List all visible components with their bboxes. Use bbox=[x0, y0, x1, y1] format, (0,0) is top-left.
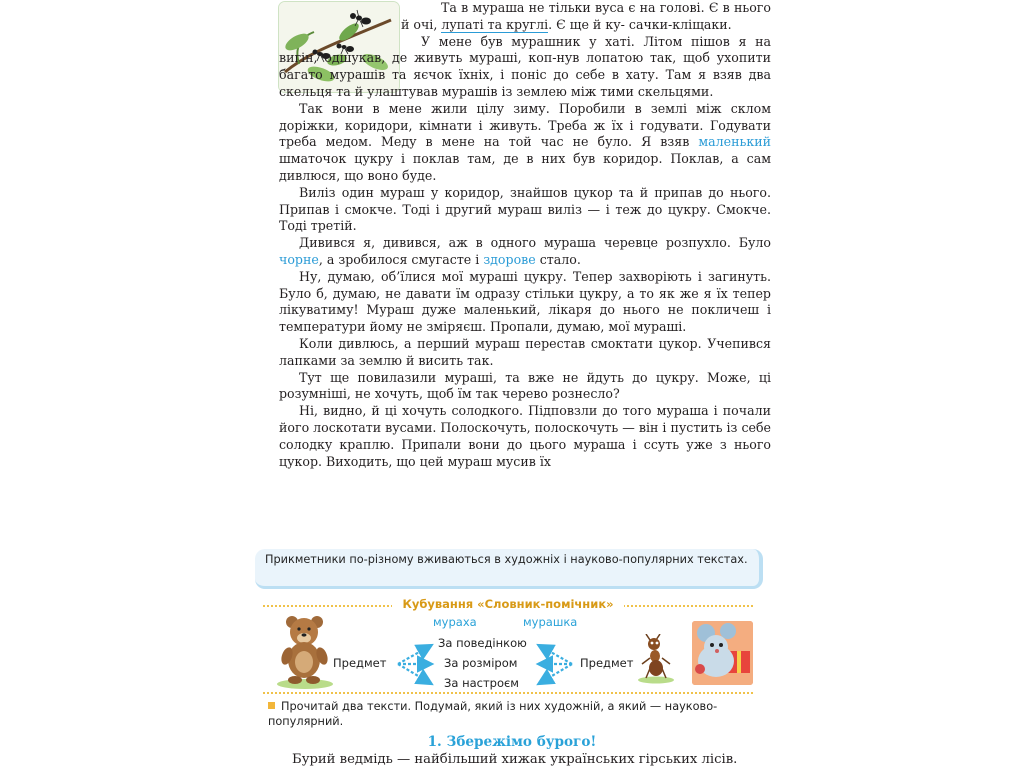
ant-icon bbox=[636, 634, 676, 684]
middle-node-size: За розміром bbox=[444, 656, 518, 670]
story-paragraph-7: Коли дивлюсь, а перший мураш перестав смоктати цукор. Учепився лапками за землю й висить так. bbox=[279, 335, 771, 368]
left-node-predmet: Предмет bbox=[333, 656, 387, 670]
story-paragraph-5: Дивився я, дивився, аж в одного мураша черевце розпухло. Було чорне, а зробилося смугасте і здорове стало. bbox=[279, 235, 771, 267]
story-intro bbox=[401, 0, 771, 34]
highlight-word: маленький bbox=[698, 134, 771, 150]
story-paragraph-2: У мене був мурашник у хаті. Літом пішов я на вигін, одшукав, де живуть мурашi, коп-нув лопатою так, щоб ухопити багато мурашів та яєчок їхніх, і поніс до себе в хату. Там я взяв два скельця та й улаштував мурашів із землею між тими скельцями. bbox=[279, 33, 771, 99]
story-paragraph-4: Виліз один мураш у коридор, знайшов цукор та й припав до нього. Припав і смокче. Тоді і другий мураш виліз — і теж до цукру. Смокче. Тоді третій. bbox=[279, 184, 771, 234]
story-text bbox=[279, 0, 771, 470]
section-first-line: Бурий ведмідь — найбільший хижак українських гірських лісів. bbox=[292, 752, 738, 767]
arrow-right-down bbox=[540, 664, 572, 683]
middle-node-behaviour: За поведінкою bbox=[438, 636, 527, 650]
arrow-left-down bbox=[398, 664, 430, 683]
highlight-word: здорове bbox=[483, 251, 536, 267]
highlight-word: чорне bbox=[279, 251, 319, 267]
rule-box bbox=[255, 549, 763, 589]
story-paragraph-8: Тут ще повилазили мурашi, та вже не йдуть до цукру. Може, ці розумніші, не хочуть, щоб їм так черево рознесло? bbox=[279, 369, 771, 402]
task-instruction bbox=[268, 700, 758, 729]
dotted-divider-bottom bbox=[263, 692, 753, 694]
arrow-left-up bbox=[398, 646, 430, 664]
intro-line-4: сачки-кліщаки. bbox=[628, 16, 732, 32]
task-text: Прочитай два тексти. Подумай, який із них художній, а який — науково-популярний. bbox=[268, 700, 718, 728]
underlined-adjectives: лупаті та круглі bbox=[441, 16, 549, 32]
story-paragraph-3: Так вони в мене жили цілу зиму. Поробили в землі між склом доріжки, коридори, кімнати і живуть. Треба ж їх і годувати. Годувати треба медом. Меду в мене на той час не було. Я взяв маленький шматочок цукру і поклав там, де в них був коридор. Поклав, а сам дивлюся, що воно буде. bbox=[279, 100, 771, 183]
mouse-with-gift-icon bbox=[692, 621, 753, 685]
story-paragraph-9: Ні, видно, й ці хочуть солодкого. Підповзли до того мураша і почали його лоскотати вусами. Полоскочуть, полоскочуть — він і пустить із себе солодку краплю. Припали вони до цього мураша і ссуть уже з нього цукор. Виходить, що цей мураш мусив їх bbox=[279, 403, 771, 469]
mouse-illustration bbox=[692, 621, 753, 685]
section-title: 1. Збережімо бурого! bbox=[427, 734, 597, 750]
word-mypaxa: мураха bbox=[433, 615, 477, 629]
word-myrashka: мурашка bbox=[523, 615, 578, 629]
rule-text: Прикметники по-різному вживаються в художніх і науково-популярних текстах. bbox=[265, 553, 748, 566]
task-bullet-icon bbox=[268, 702, 275, 709]
intro-line-1: Та в мураша не тільки вуса є на голові. bbox=[441, 0, 705, 15]
bear-icon bbox=[275, 612, 335, 690]
text-fade bbox=[270, 486, 780, 526]
kubuvannya-title: Кубування «Словник-помічник» bbox=[392, 597, 624, 611]
arrow-right-up bbox=[540, 646, 572, 664]
story-paragraph-6: Ну, думаю, об’їлися мої мурашi цукру. Тепер захворіють і загинуть. Було б, думаю, не давати їм одразу стільки цукру, а то як же я їх тепер лікуватиму! Мураш дуже маленький, лікаря до нього не покличеш і температури йому не зміряєш. Пропали, думаю, мої мурашi. bbox=[279, 268, 771, 335]
right-node-predmet: Предмет bbox=[580, 656, 634, 670]
middle-node-mood: За настроєм bbox=[444, 676, 519, 690]
intro-line-2: Є в нього й очі, bbox=[401, 0, 771, 32]
intro-line-3: . Є ще й ку- bbox=[548, 16, 625, 32]
